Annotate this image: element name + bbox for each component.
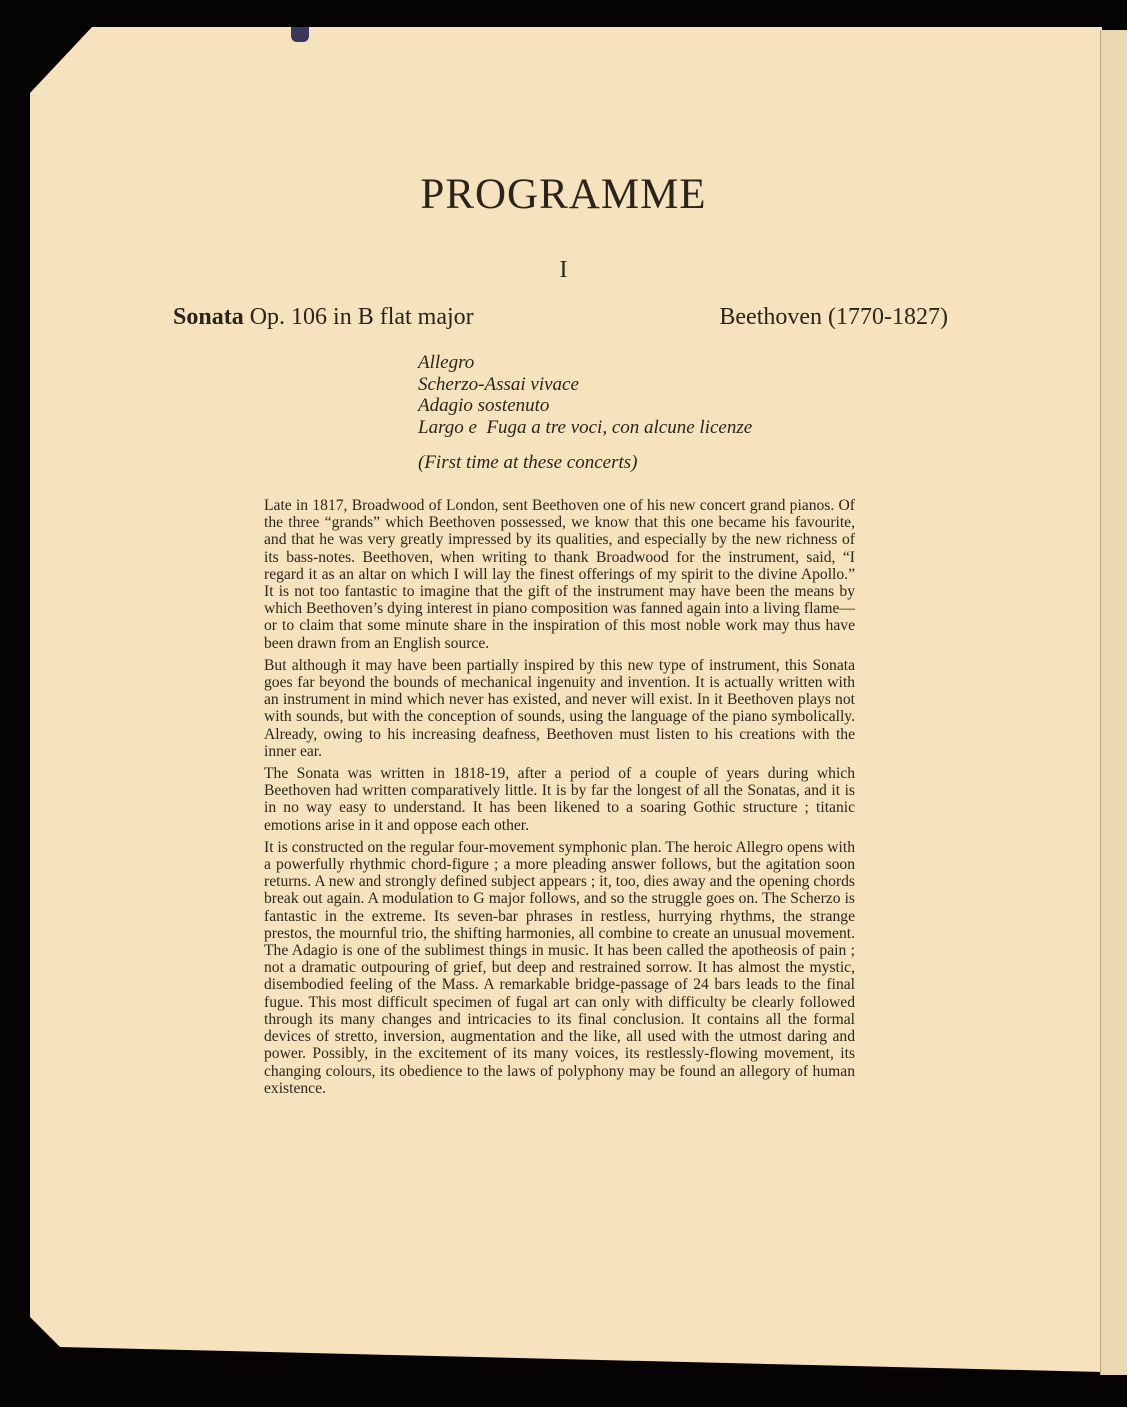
ink-tab-mark bbox=[291, 27, 309, 42]
work-name-bold: Sonata bbox=[173, 304, 244, 330]
next-page-edge bbox=[1100, 30, 1127, 1375]
work-name-rest: Op. 106 in B flat major bbox=[249, 304, 474, 330]
movement-item: Allegro bbox=[418, 352, 475, 373]
composer: Beethoven (1770-1827) bbox=[719, 304, 948, 330]
paragraph: The Sonata was written in 1818-19, after a period of a couple of years during which Beethoven had written comparatively little. It is by far the longest of all the Sonatas, and it is in no way easy to understand. It has been likened to a soaring Gothic structure ; titanic emotions arise in it and oppose each other. bbox=[264, 765, 855, 834]
page-title: PROGRAMME bbox=[420, 171, 707, 218]
paragraph: But although it may have been partially inspired by this new type of instrument, this Sonata goes far beyond the bounds of mechanical ingenuity and invention. It is actually written with an instrument in mind which never has existed, and never will exist. In it Beethoven plays not with sounds, but with the conception of sounds, using the language of the piano symbolically. Already, owing to his increasing deafness, Beethoven must listen to his creations with the inner ear. bbox=[264, 656, 855, 760]
movement-item: Adagio sostenuto bbox=[418, 395, 550, 416]
movement-item: Largo e Fuga a tre voci, con alcune licenze bbox=[418, 416, 753, 438]
paragraph: It is constructed on the regular four-movement symphonic plan. The heroic Allegro opens with a powerfully rhythmic chord-figure ; a more pleading answer follows, but the agitation soon returns. A new and strongly defined subject appears ; it, too, dies away and the opening chords break out again. A modulation to G major follows, and so the struggle goes on. The Scherzo is fantastic in the extreme. Its seven-bar phrases in restless, hurrying rhythms, the strange prestos, the mournful trio, the shifting harmonies, all combine to create an unusual movement. The Adagio is one of the sublimest things in music. It has been called the apotheosis of pain ; not a dramatic outpouring of grief, but deep and restrained sorrow. It has almost the mystic, disembodied feeling of the Mass. A remarkable bridge-passage of 24 bars leads to the final fugue. This most difficult specimen of fugal art can only with difficulty be clearly followed through its many changes and intricacies to its final conclusion. It contains all the formal devices of stretto, inversion, augmentation and the like, all used with the utmost daring and power. Possibly, in the excitement of its many voices, its restlessly-flowing movement, its changing colours, its obedience to the laws of polyphony may be found an allegory of human existence. bbox=[264, 838, 855, 1097]
movement-list bbox=[418, 352, 752, 438]
programme-notes bbox=[264, 497, 855, 1102]
section-numeral: I bbox=[559, 257, 568, 283]
paragraph: Late in 1817, Broadwood of London, sent Beethoven one of his new concert grand pianos. Of the three “grands” which Beethoven possessed, we know that this one became his favourite, and that he was very greatly impressed by its qualities, and especially by the new richness of its bass-notes. Beethoven, when writing to thank Broadwood for the instrument, said, “I regard it as an altar on which I will lay the finest offerings of my spirit to the divine Apollo.” It is not too fantastic to imagine that the gift of the instrument may have been the means by which Beethoven’s dying interest in piano composition was fanned again into a living flame— or to claim that some minute share in the inspiration of this most noble work may thus have been drawn from an English source. bbox=[264, 497, 855, 652]
movement-item: Scherzo-Assai vivace bbox=[418, 373, 579, 395]
performance-note: (First time at these concerts) bbox=[418, 452, 638, 473]
work-heading bbox=[173, 304, 948, 331]
work-title bbox=[173, 304, 474, 331]
